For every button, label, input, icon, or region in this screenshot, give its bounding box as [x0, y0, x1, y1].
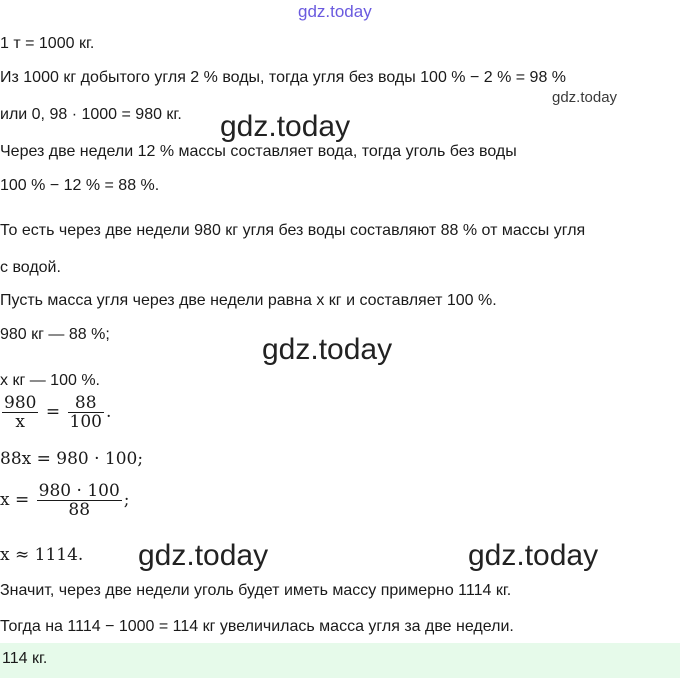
fraction — [2, 394, 38, 431]
proportion-line: 980 кг — 88 %; — [0, 326, 110, 343]
equation-line: x ≈ 1114. — [0, 545, 84, 565]
denominator: x — [15, 412, 26, 432]
text-line: Через две недели 12 % массы составляет вода, тогда уголь без воды — [0, 143, 517, 160]
text-line: или 0, 98 · 1000 = 980 кг. — [0, 106, 182, 123]
numerator: 980 — [4, 393, 37, 413]
watermark: gdz.today — [138, 539, 269, 572]
text-line: Из 1000 кг добытого угля 2 % воды, тогда угля без воды 100 % − 2 % = 98 % — [0, 69, 567, 86]
text-line: с водой. — [0, 259, 61, 276]
text-line: То есть через две недели 980 кг угля без воды составляют 88 % от массы угля — [0, 222, 586, 239]
denominator: 88 — [68, 500, 91, 520]
denominator: 100 — [69, 412, 102, 432]
conclusion-line: Значит, через две недели уголь будет иметь массу примерно 1114 кг. — [0, 582, 512, 599]
given-line: 1 т = 1000 кг. — [0, 35, 95, 52]
equation-line: 88x = 980 · 100; — [0, 449, 144, 469]
watermark-small: gdz.today — [552, 89, 618, 106]
text-line: 100 % − 12 % = 88 %. — [0, 177, 160, 194]
watermark: gdz.today — [262, 333, 393, 366]
proportion-line: x кг — 100 %. — [0, 372, 100, 389]
fraction — [37, 482, 122, 519]
numerator: 980 · 100 — [38, 481, 120, 501]
numerator: 88 — [68, 394, 104, 413]
watermark: gdz.today — [468, 539, 599, 572]
watermark: gdz.today — [220, 110, 351, 143]
fraction — [68, 394, 104, 431]
answer-box — [0, 643, 680, 678]
lhs: x = — [0, 490, 30, 510]
answer-text: 114 кг. — [2, 650, 48, 667]
watermark-top: gdz.today — [298, 2, 372, 21]
fraction-equation — [0, 482, 130, 519]
text-line: Пусть масса угля через две недели равна x кг и составляет 100 %. — [0, 292, 497, 309]
semicolon: ; — [123, 490, 130, 510]
equals-sign: = — [45, 402, 61, 422]
fraction-equation — [0, 394, 111, 431]
conclusion-line: Тогда на 1114 − 1000 = 114 кг увеличилась масса угля за две недели. — [0, 618, 514, 635]
period: . — [105, 402, 112, 422]
